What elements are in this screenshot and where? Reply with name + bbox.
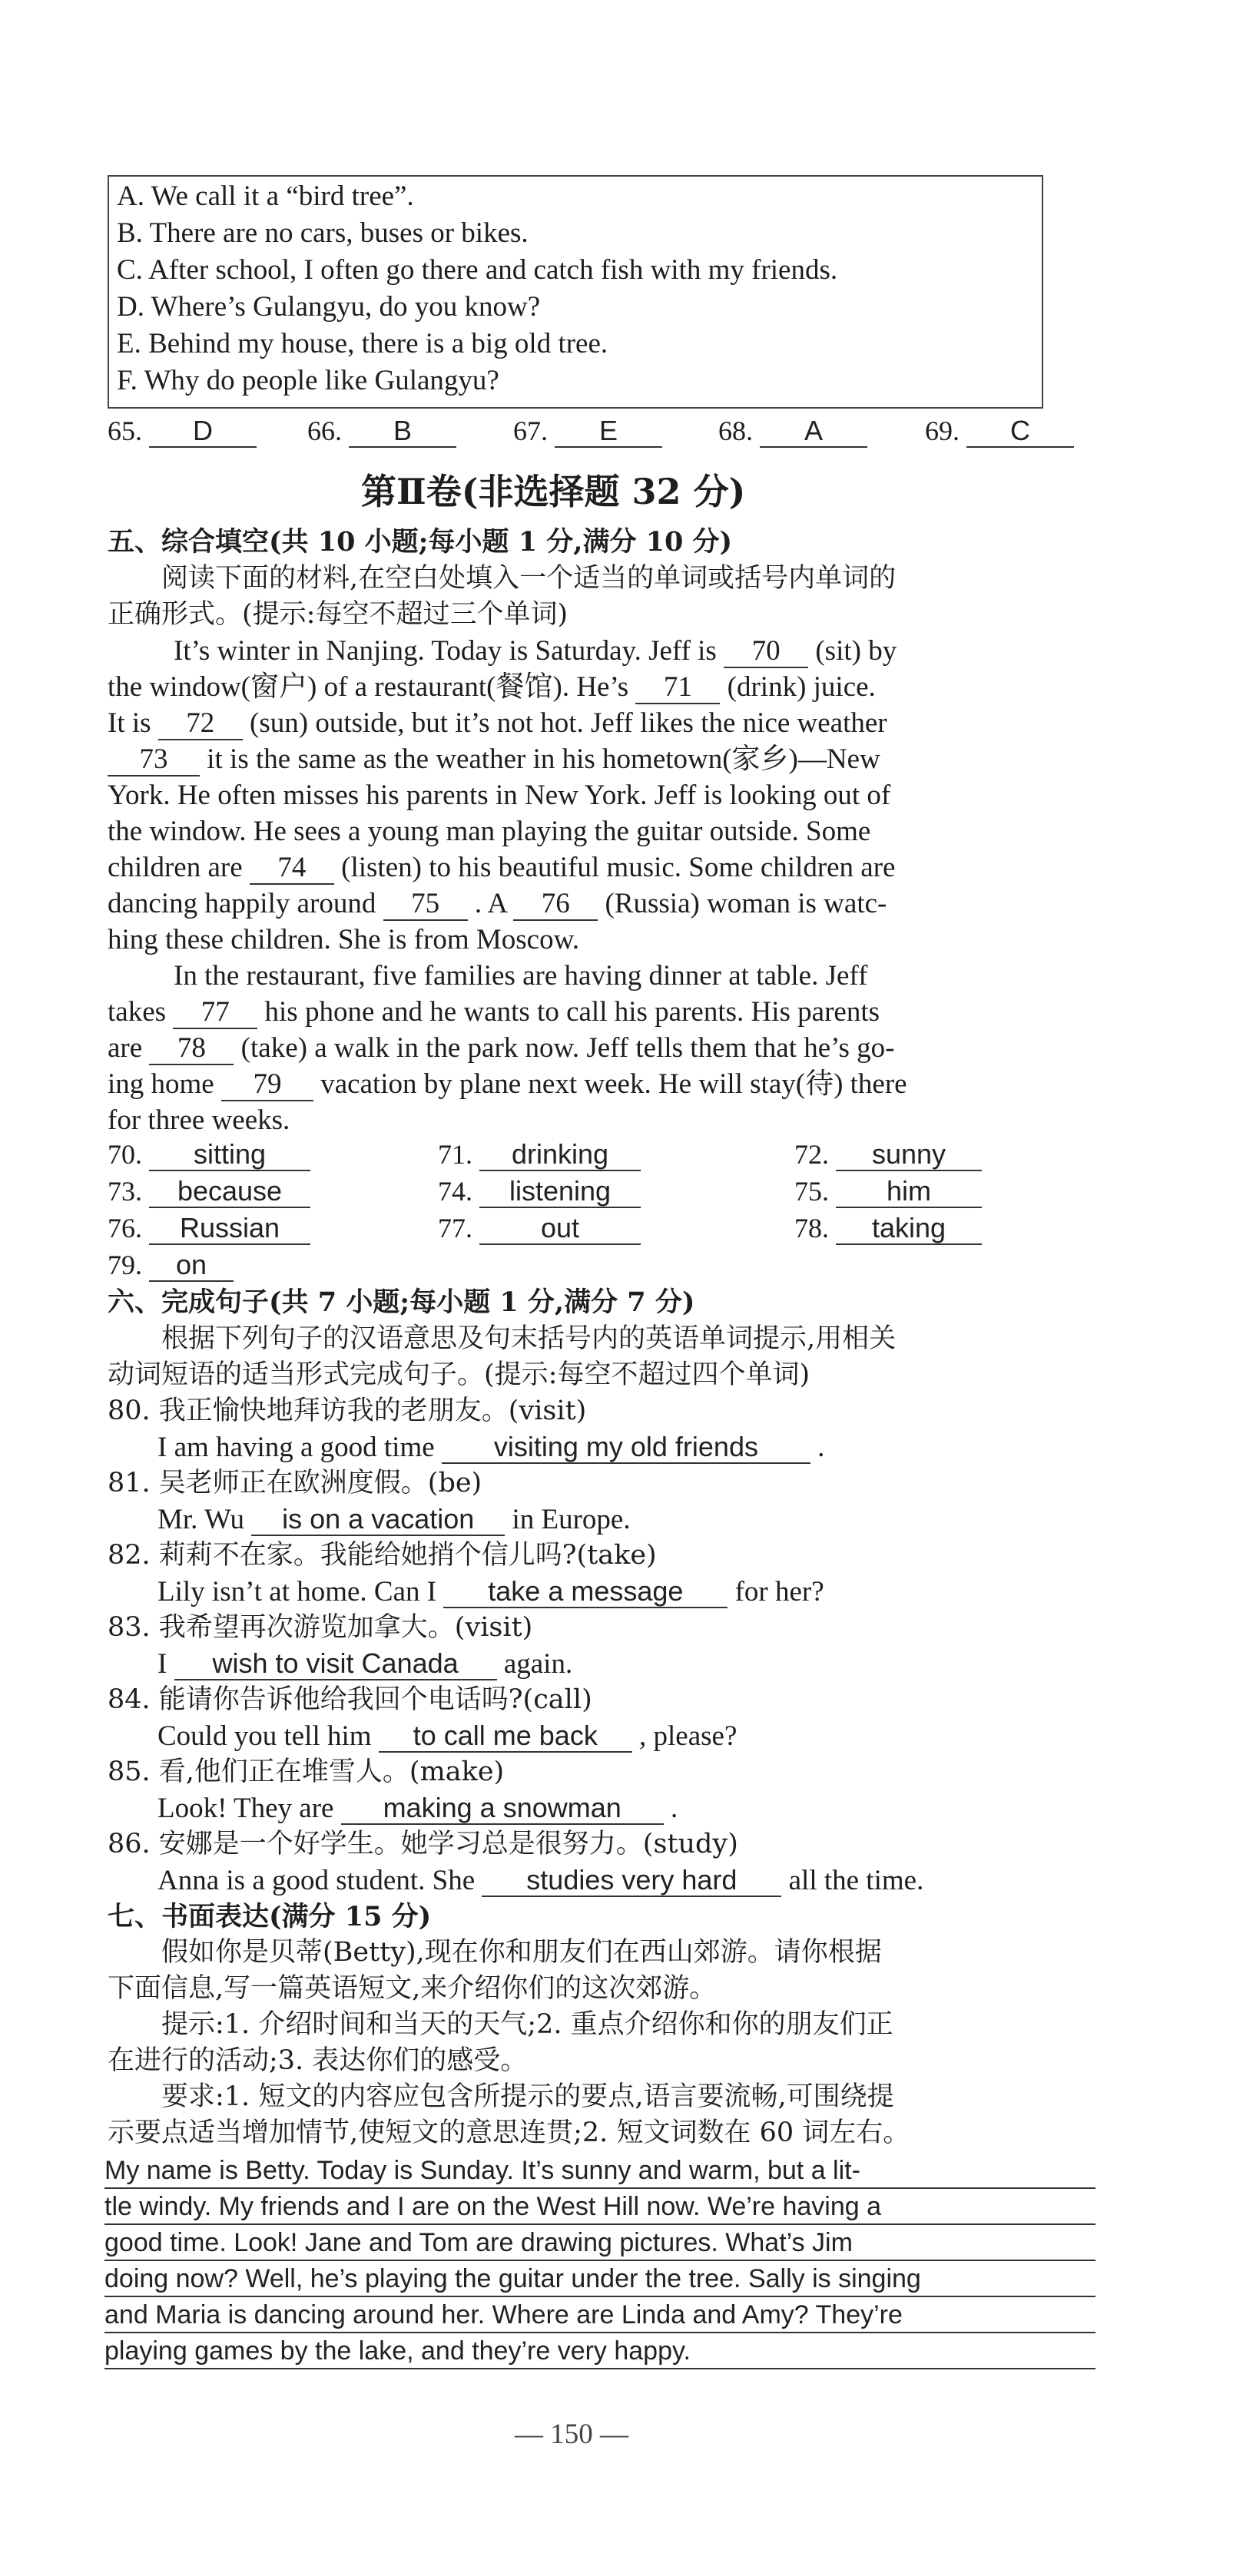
essay-line: and Maria is dancing around her. Where are Linda and Amy? They’re [104, 2297, 1095, 2333]
question-number: 68. [718, 416, 753, 446]
essay-line: good time. Look! Jane and Tom are drawing pictures. What’s Jim [104, 2225, 1095, 2261]
passage-line [108, 886, 887, 922]
passage-line [174, 633, 897, 669]
section5-instruction: 阅读下面的材料,在空白处填入一个适当的单词或括号内单词的 [161, 563, 897, 594]
option-f: F. Why do people like Gulangyu? [117, 365, 499, 396]
text: dancing happily around [108, 888, 376, 919]
fill-answer [108, 1249, 234, 1282]
passage-line [108, 741, 880, 777]
page-number: — 150 — [515, 2419, 628, 2450]
question-number: 76. [108, 1213, 142, 1243]
text: vacation by plane next week. He will stay(待) there [320, 1068, 907, 1100]
answer-blank: studies very hard [482, 1865, 781, 1897]
text: . A [474, 888, 506, 919]
fill-answer [794, 1175, 982, 1208]
option-d: D. Where’s Gulangyu, do you know? [117, 291, 541, 323]
sentence-en [157, 1574, 824, 1610]
answer-blank: C [966, 416, 1074, 448]
passage-blank: 77 [173, 997, 257, 1029]
section5-instruction: 正确形式。(提示:每空不超过三个单词) [108, 599, 568, 630]
passage-line: for three weeks. [108, 1104, 290, 1136]
answer-blank: drinking [479, 1139, 641, 1171]
essay-line: tle windy. My friends and I are on the West Hill now. We’re having a [104, 2189, 1095, 2225]
passage-blank: 78 [149, 1033, 234, 1065]
matching-item [108, 415, 257, 448]
question-number: 71. [438, 1139, 472, 1170]
question-number: 70. [108, 1139, 142, 1170]
answer-blank: sunny [836, 1139, 982, 1171]
passage-blank: 76 [513, 889, 598, 921]
option-b: B. There are no cars, buses or bikes. [117, 217, 529, 249]
answer-blank: wish to visit Canada [174, 1648, 497, 1680]
fill-answer [438, 1212, 641, 1245]
text: It is [108, 707, 151, 739]
answer-blank: D [149, 416, 257, 448]
text: (Russia) woman is watc- [605, 888, 887, 919]
text: Mr. Wu [157, 1504, 244, 1535]
passage-line [108, 849, 895, 886]
passage-blank: 75 [383, 889, 468, 921]
question-number: 75. [794, 1176, 829, 1207]
matching-item [925, 415, 1074, 448]
question-number: 65. [108, 416, 142, 446]
question-number: 67. [513, 416, 548, 446]
section7-text: 提示:1. 介绍时间和当天的天气;2. 重点介绍你和你的朋友们正 [161, 2009, 893, 2040]
text: Lily isn’t at home. Can I [157, 1576, 437, 1608]
section7-text: 假如你是贝蒂(Betty),现在你和朋友们在西山郊游。请你根据 [161, 1937, 882, 1968]
sentence-en [157, 1862, 923, 1899]
answer-blank: sitting [149, 1139, 310, 1171]
options-box [108, 175, 1043, 409]
answer-blank: A [760, 416, 867, 448]
matching-item [307, 415, 456, 448]
sentence-cn: 83. 我希望再次游览加拿大。(visit) [108, 1612, 533, 1643]
answer-blank: take a message [443, 1576, 728, 1608]
fill-answer [108, 1212, 310, 1245]
passage-blank: 70 [724, 636, 808, 668]
sentence-en [157, 1429, 824, 1465]
fill-answer [794, 1138, 982, 1171]
fill-answer [794, 1212, 982, 1245]
question-number: 78. [794, 1213, 829, 1243]
section7-text: 要求:1. 短文的内容应包含所提示的要点,语言要流畅,可围绕提 [161, 2081, 894, 2112]
sentence-en [157, 1646, 572, 1682]
text: for her? [734, 1576, 824, 1608]
text: in Europe. [512, 1504, 631, 1535]
answer-blank: him [836, 1176, 982, 1208]
text: takes [108, 996, 167, 1028]
section6-instruction: 动词短语的适当形式完成句子。(提示:每空不超过四个单词) [108, 1359, 810, 1390]
passage-blank: 73 [108, 744, 200, 776]
text: (sun) outside, but it’s not hot. Jeff likes the nice weather [250, 707, 887, 739]
fill-answer [108, 1175, 310, 1208]
passage-line [108, 994, 880, 1030]
essay-line: doing now? Well, he’s playing the guitar under the tree. Sally is singing [104, 2261, 1095, 2297]
text: . [817, 1432, 825, 1463]
sentence-cn: 86. 安娜是一个好学生。她学习总是很努力。(study) [108, 1829, 738, 1859]
answer-blank: making a snowman [341, 1793, 664, 1825]
section7-text: 示要点适当增加情节,使短文的意思连贯;2. 短文词数在 60 词左右。 [108, 2117, 910, 2148]
fill-answer [108, 1138, 310, 1171]
sentence-en [157, 1718, 737, 1754]
section5-heading: 五、综合填空(共 10 小题;每小题 1 分,满分 10 分) [108, 526, 733, 558]
sentence-cn: 80. 我正愉快地拜访我的老朋友。(visit) [108, 1396, 587, 1426]
text: . [670, 1793, 678, 1824]
answer-blank: because [149, 1176, 310, 1208]
passage-line: York. He often misses his parents in New York. Jeff is looking out of [108, 780, 891, 811]
question-number: 69. [925, 416, 960, 446]
answer-blank: out [479, 1213, 641, 1245]
text: the window(窗户) of a restaurant(餐馆). He’s [108, 671, 629, 703]
sentence-en [157, 1790, 678, 1826]
question-number: 79. [108, 1250, 142, 1280]
sentence-cn: 81. 吴老师正在欧洲度假。(be) [108, 1468, 482, 1498]
answer-blank: listening [479, 1176, 641, 1208]
passage-blank: 71 [635, 672, 720, 704]
text: all the time. [788, 1865, 924, 1896]
section6-heading: 六、完成句子(共 7 小题;每小题 1 分,满分 7 分) [108, 1286, 695, 1318]
option-a: A. We call it a “bird tree”. [117, 180, 414, 212]
text: (sit) by [815, 635, 897, 667]
text: ing home [108, 1068, 214, 1100]
answer-blank: on [149, 1250, 234, 1282]
answer-blank: E [555, 416, 662, 448]
text: Look! They are [157, 1793, 334, 1824]
passage-blank: 74 [250, 853, 334, 885]
sentence-cn: 82. 莉莉不在家。我能给她捎个信儿吗?(take) [108, 1540, 657, 1571]
matching-item [718, 415, 867, 448]
question-number: 66. [307, 416, 342, 446]
essay-answer [104, 2153, 1095, 2369]
sentence-cn: 84. 能请你告诉他给我回个电话吗?(call) [108, 1684, 592, 1715]
passage-line: the window. He sees a young man playing the guitar outside. Some [108, 816, 871, 847]
passage-line [108, 1030, 894, 1066]
part-title: 第Ⅱ卷(非选择题 32 分) [361, 471, 746, 512]
sentence-cn: 85. 看,他们正在堆雪人。(make) [108, 1757, 505, 1787]
text: , please? [639, 1720, 738, 1752]
text: Anna is a good student. She [157, 1865, 476, 1896]
answer-blank: visiting my old friends [442, 1432, 810, 1464]
text: It’s winter in Nanjing. Today is Saturday. Jeff is [174, 635, 717, 667]
sentence-en [157, 1502, 631, 1538]
fill-answer [438, 1138, 641, 1171]
section7-text: 下面信息,写一篇英语短文,来介绍你们的这次郊游。 [108, 1973, 717, 2004]
answer-blank: to call me back [379, 1720, 632, 1753]
text: his phone and he wants to call his parents. His parents [264, 996, 880, 1028]
question-number: 77. [438, 1213, 472, 1243]
text: it is the same as the weather in his hometown(家乡)—New [207, 743, 880, 775]
answer-blank: Russian [149, 1213, 310, 1245]
option-c: C. After school, I often go there and catch fish with my friends. [117, 254, 838, 286]
passage-line [108, 705, 887, 741]
text: (drink) juice. [727, 671, 876, 703]
answer-blank: is on a vacation [251, 1504, 505, 1536]
passage-line [108, 1066, 907, 1102]
answer-blank: taking [836, 1213, 982, 1245]
text: I am having a good time [157, 1432, 435, 1463]
section7-heading: 七、书面表达(满分 15 分) [108, 1901, 432, 1932]
question-number: 74. [438, 1176, 472, 1207]
question-number: 73. [108, 1176, 142, 1207]
question-number: 72. [794, 1139, 829, 1170]
text: (listen) to his beautiful music. Some children are [341, 852, 896, 883]
passage-line: In the restaurant, five families are having dinner at table. Jeff [174, 960, 868, 992]
text: I [157, 1648, 167, 1680]
essay-line: playing games by the lake, and they’re very happy. [104, 2333, 1095, 2369]
passage-blank: 72 [158, 708, 243, 740]
fill-answer [438, 1175, 641, 1208]
section7-text: 在进行的活动;3. 表达你们的感受。 [108, 2045, 528, 2076]
text: are [108, 1032, 143, 1064]
answer-blank: B [349, 416, 456, 448]
text: again. [503, 1648, 573, 1680]
section6-instruction: 根据下列句子的汉语意思及句末括号内的英语单词提示,用相关 [161, 1323, 897, 1354]
passage-blank: 79 [221, 1069, 313, 1101]
passage-line: hing these children. She is from Moscow. [108, 924, 580, 955]
option-e: E. Behind my house, there is a big old tree. [117, 328, 608, 359]
text: (take) a walk in the park now. Jeff tells them that he’s go- [240, 1032, 895, 1064]
text: Could you tell him [157, 1720, 372, 1752]
essay-line: My name is Betty. Today is Sunday. It’s sunny and warm, but a lit- [104, 2153, 1095, 2189]
matching-item [513, 415, 662, 448]
text: children are [108, 852, 243, 883]
passage-line [108, 669, 876, 705]
